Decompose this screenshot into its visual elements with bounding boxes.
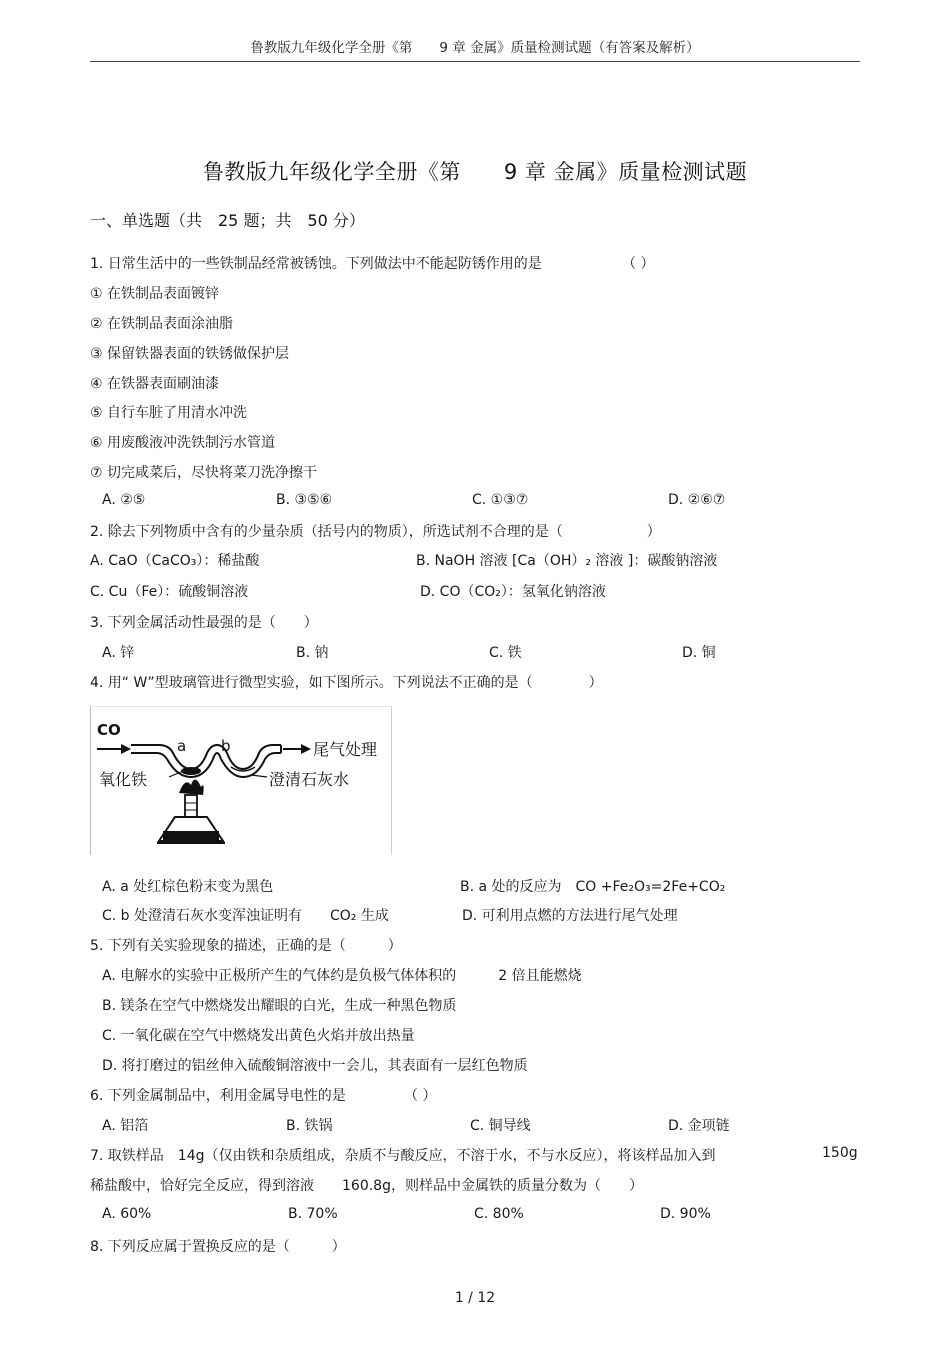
q5-option-b: B. 镁条在空气中燃烧发出耀眼的白光，生成一种黑色物质: [102, 998, 457, 1014]
q6-stem: 6. 下列金属制品中，利用金属导电性的是: [90, 1088, 346, 1104]
q3-option-d: D. 铜: [682, 645, 716, 661]
q6-option-b: B. 铁锅: [286, 1118, 333, 1134]
q5-option-d: D. 将打磨过的铝丝伸入硫酸铜溶液中一会儿，其表面有一层红色物质: [102, 1058, 528, 1074]
q5-option-a: A. 电解水的实验中正极所产生的气体约是负极气体体积的 2 倍且能燃烧: [102, 968, 582, 984]
fig-label-exhaust: 尾气处理: [313, 740, 378, 759]
fig-label-a: a: [177, 737, 187, 755]
fig-label-iron-oxide: 氧化铁: [99, 770, 148, 789]
q3-option-c: C. 铁: [489, 645, 522, 661]
fig-label-b: b: [221, 737, 231, 755]
q1-answer-paren: （ ）: [622, 256, 655, 272]
section-title: 一、单选题（共 25 题；共 50 分）: [90, 211, 365, 230]
q8-stem: 8. 下列反应属于置换反应的是（ ）: [90, 1239, 346, 1255]
q1-item-4: ④ 在铁器表面刷油漆: [90, 376, 220, 392]
q7-option-b: B. 70%: [288, 1206, 338, 1222]
q2-stem: 2. 除去下列物质中含有的少量杂质（括号内的物质），所选试剂不合理的是（ ）: [90, 524, 661, 540]
page-number: 1 / 12: [454, 1290, 496, 1306]
fig-label-limewater: 澄清石灰水: [269, 770, 350, 789]
q1-option-a: A. ②⑤: [102, 492, 146, 508]
document-title: 鲁教版九年级化学全册《第 9 章 金属》质量检测试题: [202, 160, 748, 184]
q2-option-d: D. CO（CO₂）：氢氧化钠溶液: [420, 584, 606, 600]
q4-option-d: D. 可利用点燃的方法进行尾气处理: [462, 908, 678, 924]
q3-stem: 3. 下列金属活动性最强的是（ ）: [90, 615, 318, 631]
q1-option-d: D. ②⑥⑦: [668, 492, 726, 508]
q7-stem-line1-end: 150g: [822, 1145, 858, 1161]
q2-option-b: B. NaOH 溶液 [Ca（OH）₂ 溶液 ]：碳酸钠溶液: [416, 553, 718, 569]
q1-item-2: ② 在铁制品表面涂油脂: [90, 316, 234, 332]
fig-label-co: CO: [97, 721, 121, 739]
q6-option-a: A. 铝箔: [102, 1118, 149, 1134]
q7-stem-line1: 7. 取铁样品 14g（仅由铁和杂质组成，杂质不与酸反应，不溶于水，不与水反应），将该样品加入到: [90, 1148, 716, 1164]
q6-answer-paren: （ ）: [404, 1088, 437, 1104]
q3-option-a: A. 锌: [102, 645, 135, 661]
q6-option-c: C. 铜导线: [470, 1118, 531, 1134]
q6-option-d: D. 金项链: [668, 1118, 730, 1134]
q1-item-3: ③ 保留铁器表面的铁锈做保护层: [90, 346, 290, 362]
q1-stem: 1. 日常生活中的一些铁制品经常被锈蚀。下列做法中不能起防锈作用的是: [90, 256, 542, 272]
q4-option-a: A. a 处红棕色粉末变为黑色: [102, 879, 274, 895]
q1-item-7: ⑦ 切完咸菜后，尽快将菜刀洗净擦干: [90, 465, 318, 481]
q4-option-b: B. a 处的反应为 CO +Fe₂O₃=2Fe+CO₂: [460, 879, 726, 895]
running-header: 鲁教版九年级化学全册《第 9 章 金属》质量检测试题（有答案及解析）: [250, 40, 700, 56]
q2-option-a: A. CaO（CaCO₃）：稀盐酸: [90, 553, 260, 569]
q4-stem: 4. 用“ W”型玻璃管进行微型实验，如下图所示。下列说法不正确的是（ ）: [90, 675, 603, 691]
q4-option-c: C. b 处澄清石灰水变浑浊证明有 CO₂ 生成: [102, 908, 389, 924]
q1-option-c: C. ①③⑦: [472, 492, 529, 508]
q1-item-1: ① 在铁制品表面镀锌: [90, 286, 220, 302]
q1-item-5: ⑤ 自行车脏了用清水冲洗: [90, 405, 248, 421]
header-rule: [90, 61, 860, 62]
q7-option-c: C. 80%: [474, 1206, 524, 1222]
q7-option-d: D. 90%: [660, 1206, 711, 1222]
q1-item-6: ⑥ 用废酸液冲洗铁制污水管道: [90, 435, 276, 451]
w-tube-apparatus-figure: [90, 706, 392, 855]
q1-option-b: B. ③⑤⑥: [276, 492, 333, 508]
q3-option-b: B. 钠: [296, 645, 329, 661]
q5-stem: 5. 下列有关实验现象的描述，正确的是（ ）: [90, 938, 402, 954]
q7-option-a: A. 60%: [102, 1206, 152, 1222]
q2-option-c: C. Cu（Fe）：硫酸铜溶液: [90, 584, 249, 600]
q5-option-c: C. 一氧化碳在空气中燃烧发出黄色火焰并放出热量: [102, 1028, 415, 1044]
q7-stem-line2: 稀盐酸中，恰好完全反应，得到溶液 160.8g，则样品中金属铁的质量分数为（ ）: [90, 1178, 643, 1194]
